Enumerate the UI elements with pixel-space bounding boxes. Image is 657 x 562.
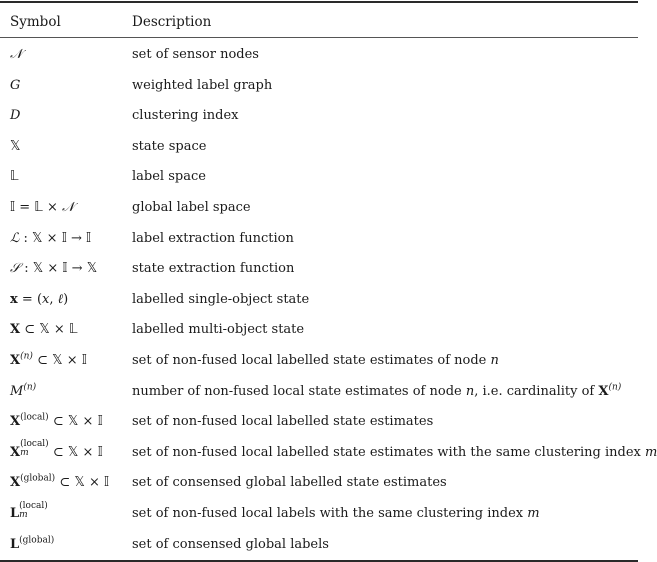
description-cell: set of sensor nodes xyxy=(132,47,259,62)
table-row xyxy=(0,377,640,407)
sym-part: 𝕏 xyxy=(39,322,50,338)
symbol-cell: 𝒩 xyxy=(10,47,23,62)
sym-part: 𝒩 xyxy=(62,200,75,215)
sym-part: × xyxy=(66,353,78,368)
sym-sub: m xyxy=(19,509,28,520)
sym-part: 𝕏 xyxy=(32,261,44,277)
table-row xyxy=(0,162,640,192)
description-cell: clustering index xyxy=(132,108,239,124)
sym-part: × xyxy=(46,230,58,246)
sym-part: 𝕀 xyxy=(10,200,16,215)
description-cell: label extraction function xyxy=(132,230,294,246)
table-row xyxy=(0,530,640,560)
sym-part: 𝕏 xyxy=(67,444,79,460)
sym-part: × xyxy=(53,322,65,338)
sym-sub: m xyxy=(20,448,29,459)
symbol-cell xyxy=(10,132,20,162)
description-cell: set of non-fused local labelled state estimates xyxy=(132,414,434,430)
description-cell xyxy=(132,499,540,529)
sym-part: × xyxy=(46,200,58,215)
desc-part: n xyxy=(490,353,499,368)
sym-part: 𝕏 xyxy=(32,230,43,246)
sym-part: (local) xyxy=(20,412,49,423)
sym-part: 𝕀 xyxy=(62,261,68,277)
sym-part: 𝕀 xyxy=(81,353,87,368)
table-row xyxy=(0,346,640,376)
sym-part: 𝕀 xyxy=(97,444,103,460)
sym-part: M xyxy=(10,383,24,399)
sym-part: ⊂ xyxy=(37,353,48,368)
label-space-symbol: 𝕃 xyxy=(10,169,19,185)
sym-part: ⊂ xyxy=(24,322,36,338)
sym-part: 𝕀 xyxy=(97,414,103,430)
desc-part: , i.e. cardinality of xyxy=(474,383,599,399)
sym-part: x xyxy=(10,291,18,307)
header-rule xyxy=(0,37,638,38)
symbol-cell xyxy=(10,346,87,376)
description-cell: global label space xyxy=(132,200,251,215)
sym-part: 𝕀 xyxy=(104,475,110,491)
symbol-cell: D xyxy=(10,108,21,124)
sym-part: ⊂ xyxy=(52,444,64,460)
top-rule xyxy=(0,1,638,3)
header-description: Description xyxy=(132,14,212,30)
table-row xyxy=(0,468,640,498)
sym-part: X xyxy=(10,444,21,460)
sym-part: 𝕃 xyxy=(68,322,78,338)
sym-sup: (local) xyxy=(19,500,48,511)
sym-part: L xyxy=(10,536,20,552)
desc-part: m xyxy=(645,444,657,460)
symbol-cell: G xyxy=(10,77,21,93)
sym-part: X xyxy=(10,353,21,368)
sym-part: = xyxy=(19,200,31,215)
sym-part: (global) xyxy=(20,474,56,485)
sym-part: ⊂ xyxy=(59,475,71,491)
description-cell: labelled multi-object state xyxy=(132,322,305,338)
sym-part xyxy=(19,502,48,520)
table-row xyxy=(0,101,640,131)
description-cell: labelled single-object state xyxy=(132,291,310,307)
sym-part: 𝒮 xyxy=(10,261,21,277)
table-row xyxy=(0,132,640,162)
sym-part: : xyxy=(24,261,29,277)
symbol-cell xyxy=(10,193,74,223)
table-row xyxy=(0,407,640,437)
sym-part: × xyxy=(82,444,94,460)
symbol-cell xyxy=(10,438,103,468)
symbol-cell xyxy=(10,530,54,560)
description-cell: set of consensed global labels xyxy=(132,536,329,552)
sym-part: (n) xyxy=(23,382,37,393)
sym-part: X xyxy=(10,414,21,430)
sym-part: 𝕏 xyxy=(67,414,79,430)
sym-part: × xyxy=(82,414,94,430)
sym-part: ℒ xyxy=(10,230,20,246)
sym-part xyxy=(20,440,49,458)
sym-part: 𝕏 xyxy=(86,261,98,277)
description-cell xyxy=(132,438,657,468)
description-cell xyxy=(132,346,499,376)
sym-part: × xyxy=(89,475,100,491)
description-cell: set of consensed global labelled state estimates xyxy=(132,475,447,491)
header-row xyxy=(0,7,640,37)
sym-part: 𝕏 xyxy=(52,353,63,368)
sym-part: X xyxy=(10,322,21,338)
sym-part: 𝕀 xyxy=(61,230,67,246)
desc-part: (n) xyxy=(608,382,622,393)
desc-part: m xyxy=(527,506,540,521)
sym-part: L xyxy=(10,506,20,521)
sym-part: ⊂ xyxy=(52,414,64,430)
sym-part: X xyxy=(10,475,21,491)
sym-part: ℓ xyxy=(57,291,64,307)
sym-part: 𝕀 xyxy=(86,230,92,246)
sym-part: (n) xyxy=(20,351,33,362)
description-cell: label space xyxy=(132,169,206,185)
symbol-cell xyxy=(10,254,97,284)
sym-part: 𝕃 xyxy=(34,200,43,215)
sym-part: → xyxy=(71,261,83,277)
symbol-cell xyxy=(10,407,103,437)
table-row xyxy=(0,285,640,315)
table-row xyxy=(0,315,640,345)
sym-part: × xyxy=(47,261,59,277)
header-symbol: Symbol xyxy=(10,14,61,30)
desc-part: set of non-fused local labelled state estimates of node xyxy=(132,353,491,368)
desc-part: set of non-fused local labels with the same clustering index xyxy=(132,506,528,521)
symbol-cell xyxy=(10,285,68,315)
table-row xyxy=(0,499,640,529)
sym-part: → xyxy=(70,230,82,246)
sym-sup: (local) xyxy=(20,439,49,450)
table-row xyxy=(0,438,657,468)
sym-part: : xyxy=(23,230,28,246)
table-row xyxy=(0,40,640,70)
desc-part: n xyxy=(465,383,475,399)
table-row xyxy=(0,224,640,254)
table-row xyxy=(0,71,640,101)
sym-part: ( xyxy=(36,291,43,307)
description-cell xyxy=(132,377,621,407)
desc-part: number of non-fused local state estimates of node xyxy=(132,383,466,399)
sym-part: = xyxy=(21,291,33,307)
symbol-cell xyxy=(10,162,19,192)
description-cell: state extraction function xyxy=(132,261,295,277)
description-cell: weighted label graph xyxy=(132,77,273,93)
desc-part: set of non-fused local labelled state estimates with the same clustering index xyxy=(132,444,646,460)
sym-part: 𝕏 xyxy=(74,475,85,491)
symbol-cell xyxy=(10,377,36,407)
symbol-cell xyxy=(10,315,77,345)
symbol-cell xyxy=(10,468,109,498)
table-row xyxy=(0,254,640,284)
description-cell: state space xyxy=(132,138,207,154)
desc-part: X xyxy=(598,383,609,399)
sym-part: (global) xyxy=(19,535,55,546)
state-space-symbol: 𝕏 xyxy=(10,138,21,154)
sym-part: x xyxy=(42,291,50,307)
sym-part: , xyxy=(49,291,54,307)
symbol-cell xyxy=(10,224,91,254)
sym-part: ) xyxy=(63,291,69,307)
symbol-cell xyxy=(10,499,48,529)
table-row xyxy=(0,193,640,223)
